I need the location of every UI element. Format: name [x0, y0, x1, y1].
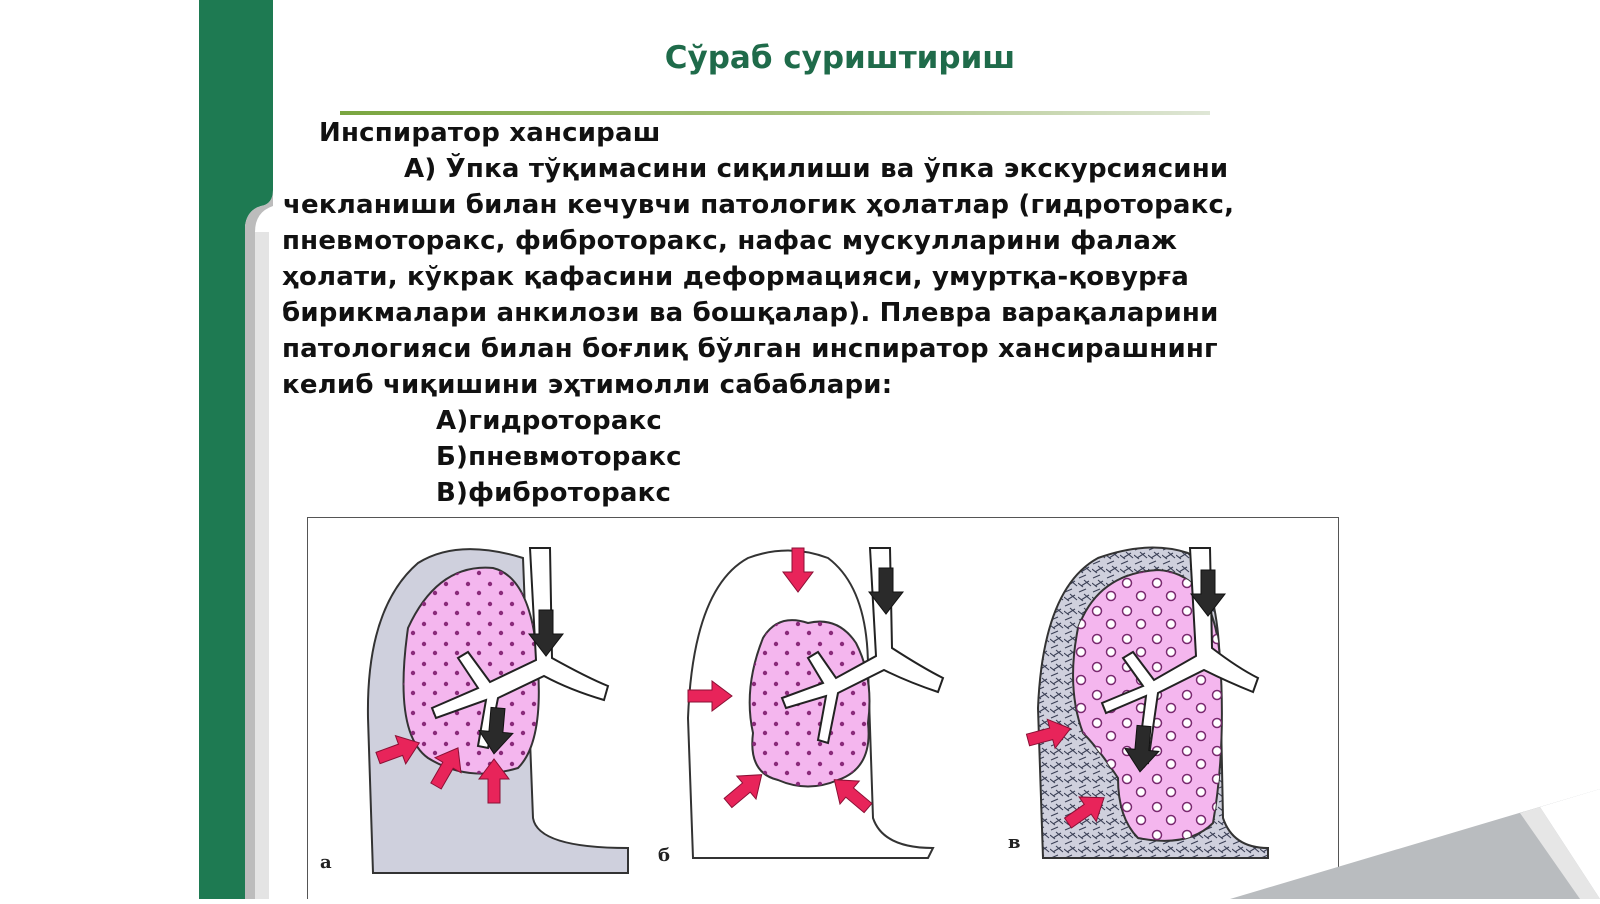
paragraph-line: келиб чиқишини эҳтимолли сабаблари: [282, 370, 893, 400]
paragraph-line: ҳолати, кўкрак қафасини деформацияси, умуртқа-қовурға [282, 262, 1189, 292]
title-divider [340, 111, 1210, 115]
panel-label-c: в [1008, 832, 1021, 853]
list-item: В)фиброторакс [436, 478, 672, 508]
paragraph-line: чекланиши билан кечувчи патологик ҳолатлар (гидроторакс, [283, 190, 1235, 220]
panel-label-b: б [658, 845, 671, 866]
paragraph-line: пневмоторакс, фиброторакс, нафас мускулларини фалаж [282, 226, 1178, 256]
panel-b-pneumothorax [658, 548, 943, 866]
list-item: Б)пневмоторакс [436, 442, 682, 472]
list-item: А)гидроторакс [436, 406, 663, 436]
slide-title: Сўраб суриштириш [664, 40, 1016, 76]
page-curl-decoration [1120, 789, 1600, 899]
paragraph-line: патологияси билан боғлиқ бўлган инспиратор хансирашнинг [282, 334, 1218, 364]
paragraph-line: бирикмалари анкилози ва бошқалар). Плевра варақаларини [282, 298, 1219, 328]
side-decoration-band [199, 0, 277, 899]
section-heading: Инспиратор хансираш [319, 118, 661, 148]
paragraph-line: А) Ўпка тўқимасини сиқилиши ва ўпка экскурсиясини [404, 154, 1229, 184]
panel-a-hydrothorax [320, 548, 628, 873]
panel-label-a: а [320, 852, 332, 873]
